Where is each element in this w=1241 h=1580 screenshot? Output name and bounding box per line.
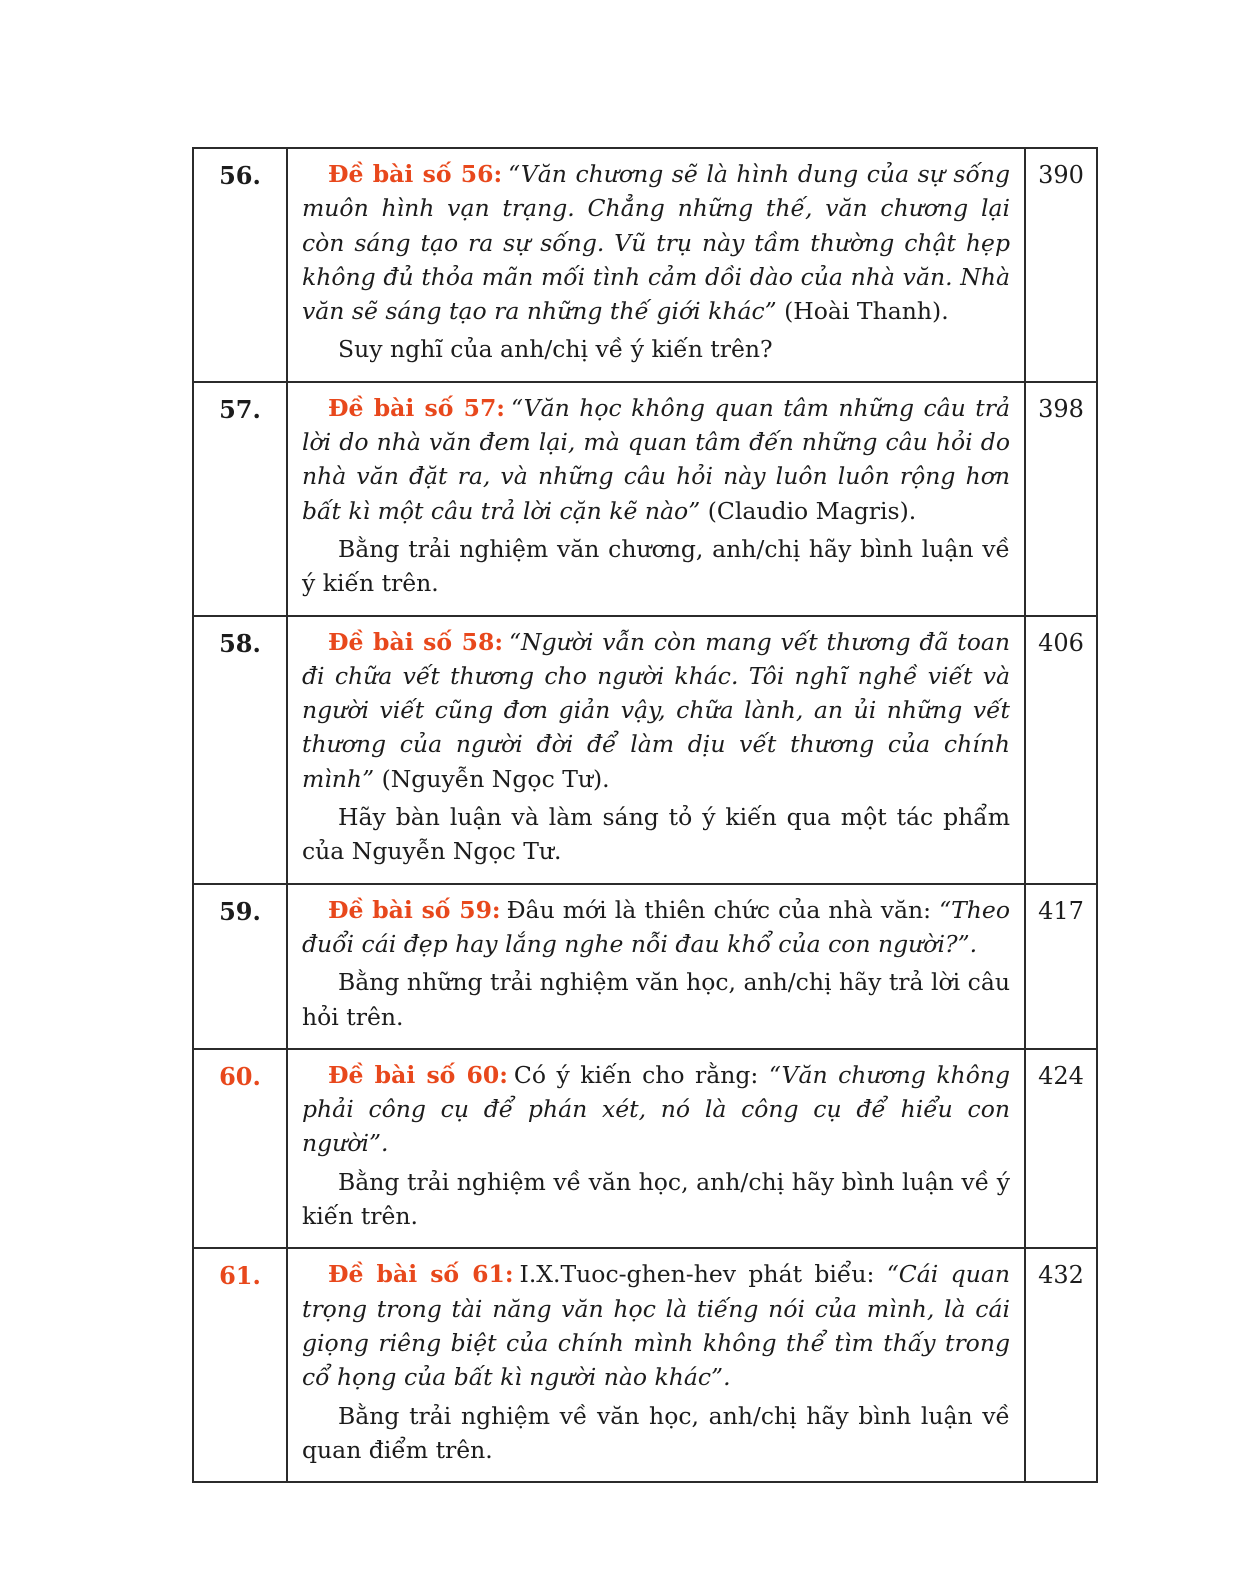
entry-quote: “Văn học không quan tâm những câu trả lời do nhà văn đem lại, mà quan tâm đến những câu hỏi do nhà văn đặt ra, và những câu hỏi này luôn luôn rộng hơn bất kì một câu trả lời cặn kẽ nào” (302, 393, 1010, 525)
entry-content (287, 148, 1025, 382)
entry-attribution: (Nguyễn Ngọc Tư). (374, 764, 610, 793)
entry-label: Đề bài số 61: (328, 1260, 514, 1289)
entry-page-number: 398 (1025, 382, 1097, 616)
entry-followup: Bằng trải nghiệm về văn học, anh/chị hãy bình luận về ý kiến trên. (302, 1167, 1010, 1231)
entry-label: Đề bài số 58: (328, 627, 503, 656)
entry-content (287, 1248, 1025, 1482)
toc-table (192, 147, 1098, 1483)
entry-quote: “Văn chương sẽ là hình dung của sự sống muôn hình vạn trạng. Chẳng những thế, văn chương lại còn sáng tạo ra sự sống. Vũ trụ này tầm thường chật hẹp không đủ thỏa mãn mối tình cảm dồi dào của nhà văn. Nhà văn sẽ sáng tạo ra những thế giới khác” (302, 160, 1010, 326)
entry-quote: “Cái quan trọng trong tài năng văn học là tiếng nói của mình, là cái giọng riêng biệt của chính mình không thể tìm thấy trong cổ họng của bất kì người nào khác”. (302, 1260, 1010, 1392)
entry-followup: Suy nghĩ của anh/chị về ý kiến trên? (338, 335, 773, 364)
entry-followup: Bằng những trải nghiệm văn học, anh/chị hãy trả lời câu hỏi trên. (302, 968, 1010, 1031)
toc-row (193, 1049, 1097, 1248)
toc-row (193, 382, 1097, 616)
entry-followup: Bằng trải nghiệm về văn học, anh/chị hãy bình luận về quan điểm trên. (302, 1401, 1010, 1464)
entry-attribution: (Hoài Thanh). (776, 297, 949, 326)
entry-lead: Có ý kiến cho rằng: (513, 1060, 769, 1089)
entry-label: Đề bài số 60: (328, 1060, 508, 1089)
entry-prompt (302, 625, 1010, 796)
entry-prompt (302, 1058, 1010, 1161)
entry-page-number: 406 (1025, 616, 1097, 884)
entry-content (287, 382, 1025, 616)
entry-content (287, 1049, 1025, 1248)
entry-content (287, 884, 1025, 1049)
entry-quote: “Người vẫn còn mang vết thương đã toan đi chữa vết thương cho người khác. Tôi nghĩ nghề viết và người viết cũng đơn giản vậy, chữa lành, an ủi những vết thương của người đời để làm dịu vết thương của chính mình” (302, 627, 1010, 793)
toc-row (193, 1248, 1097, 1482)
entry-page-number: 424 (1025, 1049, 1097, 1248)
entry-page-number: 432 (1025, 1248, 1097, 1482)
entry-prompt (302, 893, 1010, 962)
entry-number: 57. (193, 382, 287, 616)
entry-label: Đề bài số 57: (328, 393, 505, 422)
entry-label: Đề bài số 56: (328, 160, 503, 188)
entry-prompt (302, 157, 1010, 328)
entry-lead: Đâu mới là thiên chức của nhà văn: (506, 895, 940, 924)
entry-number: 58. (193, 616, 287, 884)
entry-number: 61. (193, 1248, 287, 1482)
entry-attribution: (Claudio Magris). (700, 496, 917, 525)
toc-row (193, 148, 1097, 382)
entry-lead: I.X.Tuoc-ghen-hev phát biểu: (519, 1260, 887, 1289)
entry-number: 60. (193, 1049, 287, 1248)
entry-label: Đề bài số 59: (328, 895, 501, 924)
entry-quote: “Văn chương không phải công cụ để phán xét, nó là công cụ để hiểu con người”. (302, 1060, 1011, 1158)
toc-row (193, 884, 1097, 1049)
entry-page-number: 390 (1025, 148, 1097, 382)
entry-content (287, 616, 1025, 884)
entry-prompt (302, 391, 1010, 528)
entry-number: 56. (193, 148, 287, 382)
entry-followup: Bằng trải nghiệm văn chương, anh/chị hãy bình luận về ý kiến trên. (302, 534, 1010, 598)
entry-followup: Hãy bàn luận và làm sáng tỏ ý kiến qua một tác phẩm của Nguyễn Ngọc Tư. (302, 803, 1010, 866)
entry-page-number: 417 (1025, 884, 1097, 1049)
toc-row (193, 616, 1097, 884)
entry-quote: “Theo đuổi cái đẹp hay lắng nghe nỗi đau khổ của con người?”. (302, 895, 1010, 958)
entry-prompt (302, 1257, 1010, 1394)
entry-number: 59. (193, 884, 287, 1049)
